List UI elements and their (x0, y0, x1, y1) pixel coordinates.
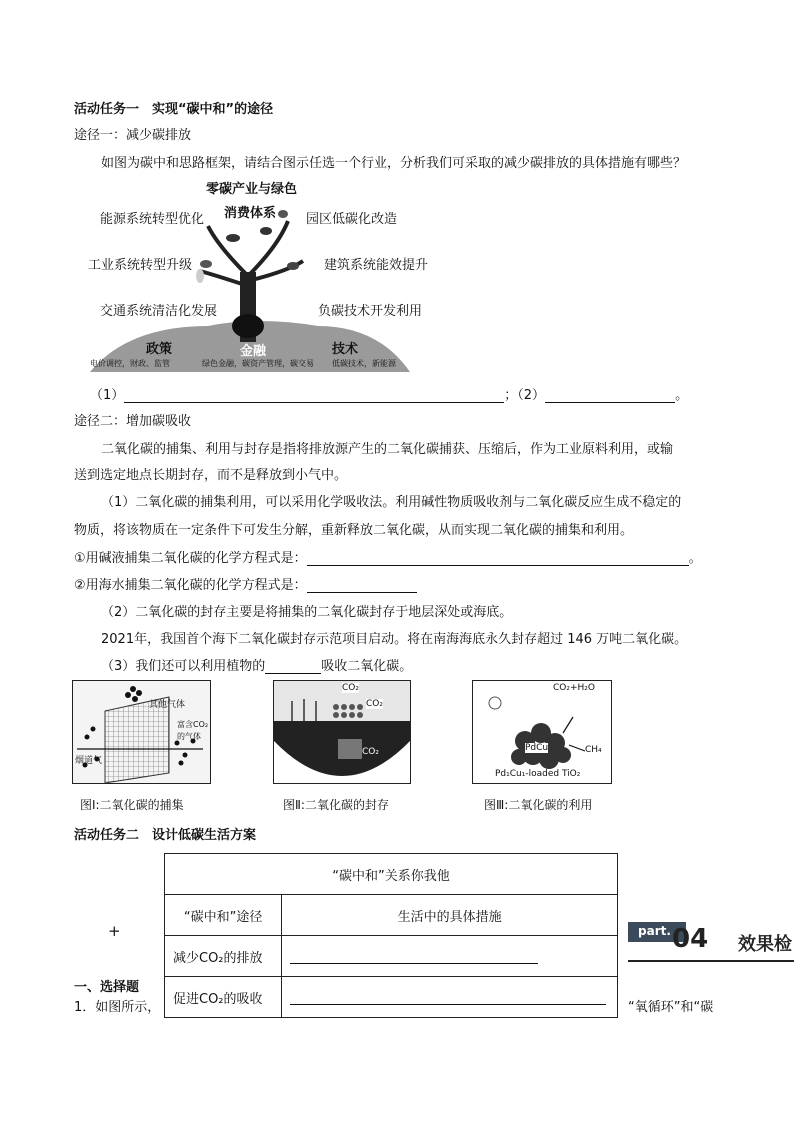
answer-end: 。 (675, 388, 689, 403)
tree-top-line2: 消费体系 (224, 206, 277, 221)
tree-base-tech: 技术 (332, 342, 359, 357)
leaf (287, 262, 299, 270)
fig1-rich-co2: 富含CO₂ (177, 720, 209, 729)
tree-base-finance: 金融 (240, 344, 267, 359)
figure-3-co2-utilization (472, 680, 612, 784)
item3-blank[interactable] (265, 660, 321, 674)
tree-base-finance-sub: 绿色金融，碳资产管理，碳交易 (202, 359, 314, 368)
part-title: 效果检 (738, 934, 792, 955)
table-title-row (165, 854, 618, 895)
tree-roots (232, 314, 264, 338)
fig3-ch4-label: CH₄ (585, 745, 602, 755)
col-header-path: “碳中和”途径 (165, 895, 282, 936)
table-row (165, 936, 618, 977)
table-title: “碳中和”关系你我他 (165, 854, 618, 895)
leaf (278, 210, 288, 218)
figure-3-caption: 图Ⅲ:二氧化碳的利用 (484, 798, 593, 812)
row-reduce-answer-blank[interactable] (290, 950, 538, 964)
question-1-start: 1．如图所示， (74, 1000, 161, 1015)
right-overflow-text: “氧循环”和“碳 (628, 1000, 714, 1015)
answer2-blank[interactable] (545, 389, 675, 403)
col-header-measures: 生活中的具体措施 (282, 895, 618, 936)
fig3-bottom-label: Pd₁Cu₁-loaded TiO₂ (495, 769, 581, 779)
plus-sign: + (108, 922, 121, 940)
item3-line (101, 655, 412, 674)
path1-title: 途径一：减少碳排放 (74, 128, 192, 143)
task2-heading: 活动任务二 设计低碳生活方案 (74, 828, 257, 843)
fig2-co2-label-c: CO₂ (362, 747, 379, 757)
tree-left2: 工业系统转型升级 (88, 258, 193, 273)
tree-base-tech-sub: 低碳技术，新能源 (332, 359, 396, 368)
item3-post: 吸收二氧化碳。 (321, 659, 413, 674)
part-underline (628, 960, 794, 962)
answer1-label: （1） (90, 388, 125, 403)
tree-left3: 交通系统清洁化发展 (100, 304, 218, 319)
answer-separator: ；（2） (504, 388, 546, 403)
fig2-co2-label-a: CO₂ (342, 683, 359, 693)
figure-2-illustration (274, 681, 410, 783)
tree-right2: 建筑系统能效提升 (324, 258, 429, 273)
section-choice-questions: 一、选择题 (74, 980, 140, 995)
low-carbon-plan-table (164, 853, 618, 1018)
figure-1-caption: 图Ⅰ:二氧化碳的捕集 (80, 798, 184, 812)
part-label: part. (638, 924, 671, 938)
tree-right3: 负碳技术开发利用 (318, 304, 423, 319)
fig3-top-label: CO₂+H₂O (553, 683, 595, 693)
tree-base-policy: 政策 (146, 342, 173, 357)
fig1-other-gas: 其他气体 (149, 700, 186, 710)
path2-para2: 送到选定地点长期封存，而不是释放到小气中。 (74, 468, 348, 483)
task1-heading: 活动任务一 实现“碳中和”的途径 (74, 102, 274, 117)
tree-top-line1: 零碳产业与绿色 (206, 182, 298, 197)
figure-1-co2-capture (72, 680, 211, 784)
answer-line-1 (90, 384, 688, 403)
table-header-row (165, 895, 618, 936)
item2-text-b: 2021年，我国首个海下二氧化碳封存示范项目启动。将在南海海底永久封存超过 146 万吨二氧化碳。 (101, 632, 688, 647)
eq2-label: ②用海水捕集二氧化碳的化学方程式是： (74, 578, 307, 593)
row-promote-answer-cell (282, 977, 618, 1018)
row-promote-absorption: 促进CO₂的吸收 (165, 977, 282, 1018)
figure-2-co2-storage (273, 680, 411, 784)
leaf (196, 269, 204, 283)
part-number: 04 (672, 924, 709, 954)
table-row (165, 977, 618, 1018)
eq1-label: ①用碱液捕集二氧化碳的化学方程式是： (74, 551, 307, 566)
answer1-blank[interactable] (124, 389, 504, 403)
figure-3-illustration (473, 681, 611, 783)
figure-2-caption: 图Ⅱ:二氧化碳的封存 (283, 798, 389, 812)
path1-question: 如图为碳中和思路框架，请结合图示任选一个行业，分析我们可采取的减少碳排放的具体措施有哪些？ (101, 156, 687, 171)
tree-right1: 园区低碳化改造 (306, 212, 398, 227)
tree-base-policy-sub: 电价调控，财政、监管 (90, 359, 170, 368)
carbon-neutral-tree-diagram (88, 176, 428, 372)
fig1-rich-co2-2: 的气体 (177, 732, 201, 741)
eq2-line (74, 574, 417, 593)
fig3-pdcu-label: PdCu (525, 743, 549, 753)
row-reduce-emission: 减少CO₂的排放 (165, 936, 282, 977)
row-reduce-answer-cell (282, 936, 618, 977)
part-04-banner (628, 920, 794, 962)
item2-text: （2）二氧化碳的封存主要是将捕集的二氧化碳封存于地层深处或海底。 (101, 605, 513, 620)
eq2-blank[interactable] (307, 579, 417, 593)
tree-left1: 能源系统转型优化 (100, 212, 205, 227)
sun-icon (489, 697, 501, 709)
path2-para: 二氧化碳的捕集、利用与封存是指将排放源产生的二氧化碳捕获、压缩后，作为工业原料利用，或输 (101, 442, 674, 457)
eq1-blank[interactable] (307, 552, 689, 566)
leaf (260, 227, 272, 235)
item1-text: （1）二氧化碳的捕集利用，可以采用化学吸收法。利用碱性物质吸收剂与二氧化碳反应生成不稳定的 (101, 495, 682, 510)
eq1-end: 。 (688, 551, 702, 566)
fig2-co2-label-b: CO₂ (366, 699, 383, 709)
leaf (226, 234, 240, 242)
item3-pre: （3）我们还可以利用植物的 (101, 659, 266, 674)
leaf (200, 260, 212, 268)
path2-title: 途径二：增加碳吸收 (74, 414, 192, 429)
row-promote-answer-blank[interactable] (290, 991, 606, 1005)
item1-text-b: 物质，将该物质在一定条件下可发生分解，重新释放二氧化碳，从而实现二氧化碳的捕集和利用。 (74, 523, 634, 538)
fig1-flue-gas: 烟道气 (75, 756, 103, 766)
eq1-line (74, 547, 702, 566)
